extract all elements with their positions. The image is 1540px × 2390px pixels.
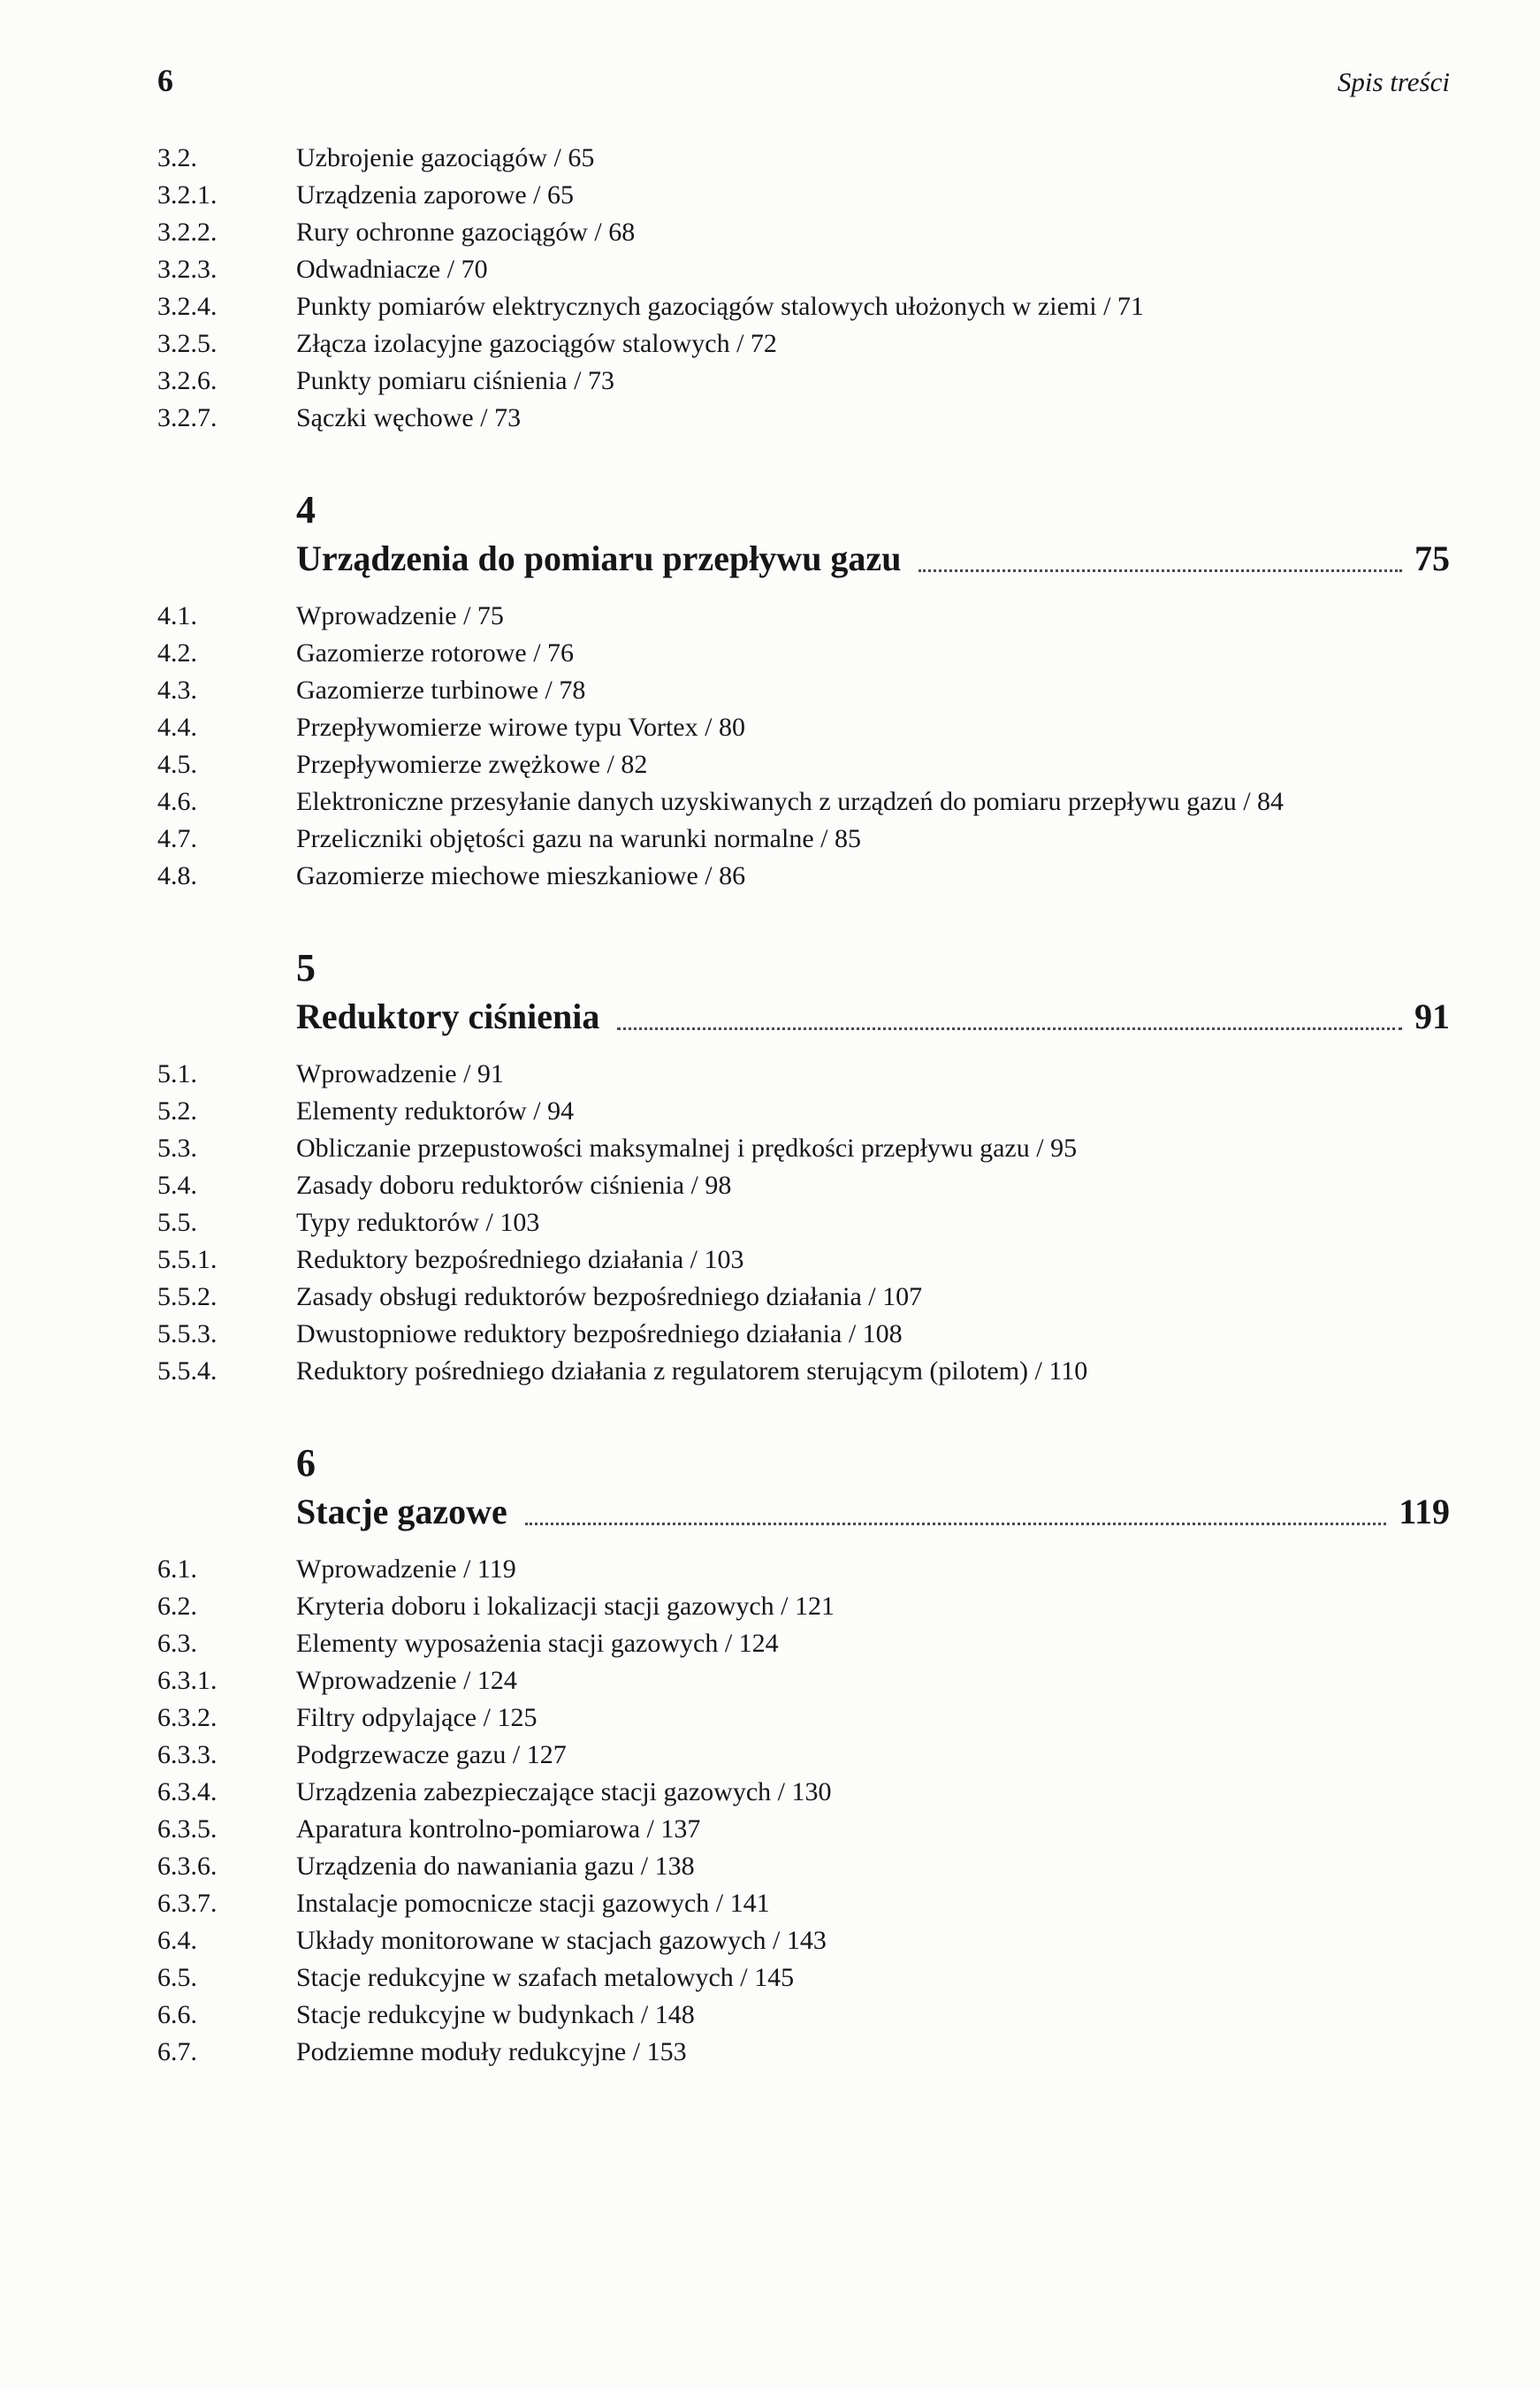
toc-entry: [157, 1167, 1450, 1204]
entry-title: Przepływomierze wirowe typu Vortex / 80: [296, 713, 745, 742]
entry-title: Przeliczniki objętości gazu na warunki normalne / 85: [296, 824, 861, 853]
page-number: 6: [157, 63, 173, 98]
entry-title: Gazomierze turbinowe / 78: [296, 676, 586, 705]
entry-number: 6.7.: [157, 2037, 197, 2066]
entry-number: 5.5.1.: [157, 1245, 217, 1274]
chapter-number: 4: [296, 488, 316, 531]
entry-title: Elementy wyposażenia stacji gazowych / 124: [296, 1629, 779, 1658]
toc-entry: [157, 214, 1450, 251]
toc-entry: [157, 251, 1450, 288]
chapter-title-row: [296, 536, 1450, 582]
entry-title: Punkty pomiarów elektrycznych gazociągów stalowych ułożonych w ziemi / 71: [296, 292, 1144, 321]
entry-title: Podgrzewacze gazu / 127: [296, 1740, 567, 1769]
chapter-heading: [157, 486, 1450, 582]
entry-number: 6.2.: [157, 1592, 197, 1621]
entry-number: 6.3.5.: [157, 1814, 217, 1844]
entry-number: 3.2.6.: [157, 366, 217, 395]
toc-entry: [157, 1130, 1450, 1167]
toc-entry: [157, 177, 1450, 214]
entry-number: 4.4.: [157, 713, 197, 742]
entry-title: Stacje redukcyjne w budynkach / 148: [296, 2000, 695, 2029]
toc-entry: [157, 746, 1450, 783]
entry-number: 6.3.7.: [157, 1889, 217, 1918]
entry-number: 4.5.: [157, 750, 197, 779]
entry-title: Układy monitorowane w stacjach gazowych / 143: [296, 1926, 827, 1955]
entry-number: 4.1.: [157, 601, 197, 630]
entry-number: 6.1.: [157, 1554, 197, 1584]
entry-title: Urządzenia do nawaniania gazu / 138: [296, 1852, 695, 1881]
entry-title: Zasady obsługi reduktorów bezpośredniego działania / 107: [296, 1282, 923, 1311]
toc-entry: [157, 1093, 1450, 1130]
entry-number: 3.2.1.: [157, 180, 217, 210]
entry-title: Złącza izolacyjne gazociągów stalowych / 72: [296, 329, 777, 358]
toc-entry: [157, 598, 1450, 635]
toc-entry: [157, 1551, 1450, 1588]
chapter-page-number: 75: [1414, 538, 1450, 578]
toc-entry: [157, 363, 1450, 400]
chapter-number: 5: [296, 946, 316, 989]
entry-title: Wprowadzenie / 119: [296, 1554, 516, 1584]
entry-title: Typy reduktorów / 103: [296, 1208, 540, 1237]
entry-title: Gazomierze miechowe mieszkaniowe / 86: [296, 861, 746, 890]
entry-number: 4.8.: [157, 861, 197, 890]
toc-entry: [157, 709, 1450, 746]
entry-number: 6.3.: [157, 1629, 197, 1658]
entry-title: Elementy reduktorów / 94: [296, 1096, 575, 1126]
chapter-heading: [157, 1439, 1450, 1535]
toc-entry: [157, 2034, 1450, 2071]
entry-number: 6.4.: [157, 1926, 197, 1955]
entry-number: 4.7.: [157, 824, 197, 853]
entry-title: Dwustopniowe reduktory bezpośredniego działania / 108: [296, 1319, 903, 1348]
chapter-heading: [157, 944, 1450, 1040]
entry-title: Reduktory bezpośredniego działania / 103: [296, 1245, 744, 1274]
entry-title: Odwadniacze / 70: [296, 255, 488, 284]
entry-title: Sączki węchowe / 73: [296, 403, 522, 432]
toc-entry: [157, 400, 1450, 437]
entry-title: Punkty pomiaru ciśnienia / 73: [296, 366, 614, 395]
page-header: [0, 0, 1540, 99]
entry-number: 6.3.3.: [157, 1740, 217, 1769]
entry-title: Zasady doboru reduktorów ciśnienia / 98: [296, 1171, 732, 1200]
toc-entry: [157, 288, 1450, 325]
entry-number: 4.2.: [157, 638, 197, 668]
entry-title: Wprowadzenie / 75: [296, 601, 504, 630]
toc-entry: [157, 1848, 1450, 1885]
entry-number: 6.3.2.: [157, 1703, 217, 1732]
entry-title: Rury ochronne gazociągów / 68: [296, 218, 636, 247]
toc-entry: [157, 1056, 1450, 1093]
entry-number: 5.5.: [157, 1208, 197, 1237]
chapter-title: Urządzenia do pomiaru przepływu gazu: [296, 538, 902, 578]
entry-number: 6.3.4.: [157, 1777, 217, 1806]
toc-entry: [157, 1885, 1450, 1922]
toc-entry: [157, 1625, 1450, 1662]
entry-title: Przepływomierze zwężkowe / 82: [296, 750, 648, 779]
toc-entry: [157, 1699, 1450, 1737]
toc-entry: [157, 1774, 1450, 1811]
entry-number: 3.2.4.: [157, 292, 217, 321]
chapter-page-number: 119: [1399, 1492, 1450, 1531]
entry-title: Aparatura kontrolno-pomiarowa / 137: [296, 1814, 701, 1844]
entry-title: Obliczanie przepustowości maksymalnej i prędkości przepływu gazu / 95: [296, 1134, 1078, 1163]
toc-entry: [157, 1588, 1450, 1625]
entry-title: Filtry odpylające / 125: [296, 1703, 537, 1732]
toc-entry: [157, 1316, 1450, 1353]
toc-entry: [157, 1662, 1450, 1699]
entry-title: Kryteria doboru i lokalizacji stacji gazowych / 121: [296, 1592, 835, 1621]
toc-entry: [157, 1241, 1450, 1279]
chapter-title: Reduktory ciśnienia: [296, 996, 600, 1036]
toc-entry: [157, 821, 1450, 858]
dotted-leader: [919, 569, 1402, 572]
entry-number: 5.2.: [157, 1096, 197, 1126]
entry-title: Urządzenia zabezpieczające stacji gazowych / 130: [296, 1777, 832, 1806]
dotted-leader: [617, 1027, 1402, 1030]
toc-entry: [157, 1997, 1450, 2034]
toc-entry: [157, 858, 1450, 895]
entry-title: Gazomierze rotorowe / 76: [296, 638, 575, 668]
entry-number: 5.5.4.: [157, 1356, 217, 1386]
toc-entry: [157, 635, 1450, 672]
entry-number: 5.3.: [157, 1134, 197, 1163]
chapter-number: 6: [296, 1441, 316, 1485]
entry-number: 3.2.7.: [157, 403, 217, 432]
toc-entry: [157, 1737, 1450, 1774]
entry-number: 4.3.: [157, 676, 197, 705]
entry-title: Instalacje pomocnicze stacji gazowych / 141: [296, 1889, 770, 1918]
entry-number: 6.5.: [157, 1963, 197, 1992]
entry-number: 3.2.5.: [157, 329, 217, 358]
chapter-title-row: [296, 994, 1450, 1040]
toc-entry: [157, 1353, 1450, 1390]
table-of-contents: [0, 99, 1540, 2071]
toc-entry: [157, 1279, 1450, 1316]
toc-entry: [157, 783, 1450, 821]
entry-number: 3.2.3.: [157, 255, 217, 284]
toc-entry: [157, 1959, 1450, 1997]
entry-number: 3.2.2.: [157, 218, 217, 247]
toc-entry: [157, 140, 1450, 177]
chapter-blocks: [157, 486, 1450, 2071]
chapter-page-number: 91: [1414, 996, 1450, 1036]
entry-number: 5.5.3.: [157, 1319, 217, 1348]
entry-number: 5.4.: [157, 1171, 197, 1200]
entry-title: Elektroniczne przesyłanie danych uzyskiwanych z urządzeń do pomiaru przepływu gazu / 84: [296, 787, 1285, 816]
entry-title: Stacje redukcyjne w szafach metalowych / 145: [296, 1963, 795, 1992]
section-3-2-entries: [157, 140, 1450, 437]
entry-number: 6.6.: [157, 2000, 197, 2029]
entry-number: 5.5.2.: [157, 1282, 217, 1311]
dotted-leader: [525, 1522, 1386, 1525]
toc-entry: [157, 325, 1450, 363]
chapter-title-row: [296, 1489, 1450, 1535]
entry-title: Wprowadzenie / 124: [296, 1666, 517, 1695]
toc-entry: [157, 1922, 1450, 1959]
entry-number: 5.1.: [157, 1059, 197, 1088]
toc-entry: [157, 672, 1450, 709]
entry-number: 6.3.6.: [157, 1852, 217, 1881]
entry-number: 4.6.: [157, 787, 197, 816]
entry-title: Wprowadzenie / 91: [296, 1059, 504, 1088]
running-head: Spis treści: [1337, 66, 1450, 97]
entry-title: Uzbrojenie gazociągów / 65: [296, 143, 595, 172]
toc-entry: [157, 1204, 1450, 1241]
chapter-title: Stacje gazowe: [296, 1492, 507, 1531]
entry-title: Reduktory pośredniego działania z regulatorem sterującym (pilotem) / 110: [296, 1356, 1088, 1386]
entry-number: 3.2.: [157, 143, 197, 172]
entry-number: 6.3.1.: [157, 1666, 217, 1695]
entry-title: Urządzenia zaporowe / 65: [296, 180, 575, 210]
toc-entry: [157, 1811, 1450, 1848]
entry-title: Podziemne moduły redukcyjne / 153: [296, 2037, 687, 2066]
